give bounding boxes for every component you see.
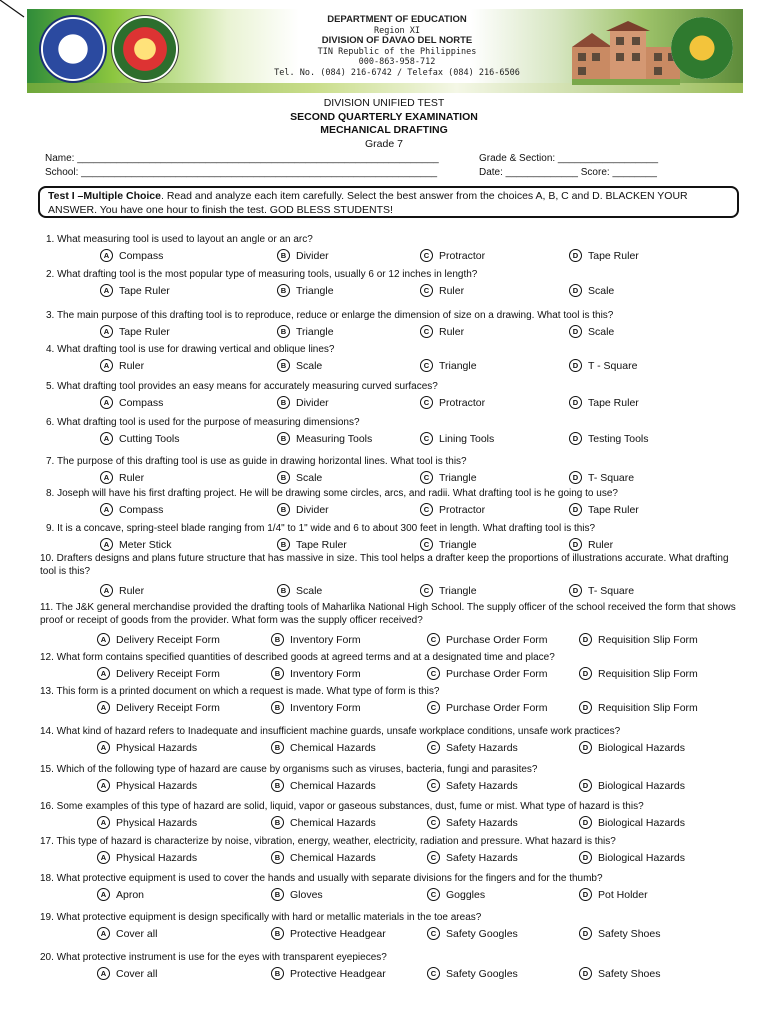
answer-bubble-icon[interactable]: D xyxy=(579,633,592,646)
answer-bubble-icon[interactable]: B xyxy=(271,741,284,754)
answer-bubble-icon[interactable]: A xyxy=(97,967,110,980)
answer-bubble-icon[interactable]: B xyxy=(271,667,284,680)
school-building-icon xyxy=(572,21,680,85)
question-5-choice-a[interactable] xyxy=(100,396,163,409)
choice-label: Divider xyxy=(296,396,329,409)
question-20-choice-c[interactable] xyxy=(427,967,518,980)
title-exam: SECOND QUARTERLY EXAMINATION xyxy=(290,110,478,123)
question-5-choice-b[interactable] xyxy=(277,396,329,409)
choice-label: Tape Ruler xyxy=(119,325,170,338)
question-16-choice-c[interactable] xyxy=(427,816,518,829)
question-7-choice-c[interactable] xyxy=(420,471,477,484)
question-11-choice-d[interactable] xyxy=(579,633,698,646)
answer-bubble-icon[interactable]: D xyxy=(569,249,582,262)
answer-bubble-icon[interactable]: C xyxy=(420,359,433,372)
question-18-choice-d[interactable] xyxy=(579,888,648,901)
school-seal-icon xyxy=(671,17,733,79)
answer-bubble-icon[interactable]: C xyxy=(427,741,440,754)
answer-bubble-icon[interactable]: D xyxy=(569,538,582,551)
question-17-choice-d[interactable] xyxy=(579,851,685,864)
question-10-choice-a[interactable] xyxy=(100,584,144,597)
answer-bubble-icon[interactable]: D xyxy=(579,927,592,940)
question-3-choice-a[interactable] xyxy=(100,325,170,338)
answer-bubble-icon[interactable]: B xyxy=(277,284,290,297)
choice-label: Gloves xyxy=(290,888,323,901)
choice-label: Safety Shoes xyxy=(598,967,661,980)
choice-label: Chemical Hazards xyxy=(290,851,376,864)
choice-label: Scale xyxy=(588,325,615,338)
choice-label: Biological Hazards xyxy=(598,851,685,864)
answer-bubble-icon[interactable]: A xyxy=(100,471,113,484)
answer-bubble-icon[interactable]: C xyxy=(420,396,433,409)
choice-label: Pot Holder xyxy=(598,888,648,901)
answer-bubble-icon[interactable]: D xyxy=(579,779,592,792)
answer-bubble-icon[interactable]: C xyxy=(427,779,440,792)
answer-bubble-icon[interactable]: D xyxy=(579,851,592,864)
question-9-choice-d[interactable] xyxy=(569,538,613,551)
question-8-choice-b[interactable] xyxy=(277,503,329,516)
choice-label: Safety Shoes xyxy=(598,927,661,940)
question-3-choice-d[interactable] xyxy=(569,325,614,338)
answer-bubble-icon[interactable]: B xyxy=(277,538,290,551)
question-15-choice-d[interactable] xyxy=(579,779,685,792)
question-20-choice-d[interactable] xyxy=(579,967,660,980)
header-banner xyxy=(27,9,743,93)
question-3-choice-b[interactable] xyxy=(277,325,334,338)
question-8: 8. Joseph will have his first drafting project. He will be drawing some circles, arcs, and radii. What drafting tool is he going to use? xyxy=(46,488,618,499)
choice-label: Scale xyxy=(296,471,323,484)
answer-bubble-icon[interactable]: A xyxy=(100,538,113,551)
choice-label: Inventory Form xyxy=(290,701,361,714)
question-7-choice-a[interactable] xyxy=(100,471,144,484)
answer-bubble-icon[interactable]: D xyxy=(579,701,592,714)
question-6-choice-d[interactable] xyxy=(569,432,649,445)
choice-label: Triangle xyxy=(439,359,477,372)
answer-bubble-icon[interactable]: A xyxy=(100,325,113,338)
question-1-choice-c[interactable] xyxy=(420,249,485,262)
question-9-choice-b[interactable] xyxy=(277,538,347,551)
choice-label: Compass xyxy=(119,503,164,516)
answer-bubble-icon[interactable]: B xyxy=(277,325,290,338)
answer-bubble-icon[interactable]: B xyxy=(277,503,290,516)
answer-bubble-icon[interactable]: C xyxy=(427,967,440,980)
question-10-choice-c[interactable] xyxy=(420,584,477,597)
header-department: DEPARTMENT OF EDUCATION xyxy=(327,14,467,25)
question-8-choice-d[interactable] xyxy=(569,503,639,516)
answer-bubble-icon[interactable]: A xyxy=(97,633,110,646)
name-field[interactable]: Name: _________________________________________________________________ xyxy=(45,153,439,164)
answer-bubble-icon[interactable]: A xyxy=(97,888,110,901)
choice-label: Tape Ruler xyxy=(296,538,347,551)
answer-bubble-icon[interactable]: D xyxy=(569,432,582,445)
question-5: 5. What drafting tool provides an easy means for accurately measuring curved surfaces? xyxy=(46,381,438,392)
question-4-choice-a[interactable] xyxy=(100,359,144,372)
answer-bubble-icon[interactable]: A xyxy=(97,779,110,792)
answer-bubble-icon[interactable]: B xyxy=(277,249,290,262)
answer-bubble-icon[interactable]: B xyxy=(271,633,284,646)
question-17-choice-b[interactable] xyxy=(271,851,376,864)
answer-bubble-icon[interactable]: D xyxy=(569,359,582,372)
question-12-choice-d[interactable] xyxy=(579,667,698,680)
question-9: 9. It is a concave, spring-steel blade ranging from 1/4" to 1" wide and 6 to about 300 feet in length. What drafting tool is this? xyxy=(46,523,596,534)
question-2-choice-d[interactable] xyxy=(569,284,614,297)
instructions-heading: Test I –Multiple Choice xyxy=(48,190,161,202)
choice-label: Delivery Receipt Form xyxy=(116,633,220,646)
choice-label: Inventory Form xyxy=(290,667,361,680)
choice-label: T - Square xyxy=(588,359,638,372)
question-2-choice-b[interactable] xyxy=(277,284,334,297)
choice-label: Requisition Slip Form xyxy=(598,667,698,680)
choice-label: Chemical Hazards xyxy=(290,816,376,829)
answer-bubble-icon[interactable]: D xyxy=(569,396,582,409)
answer-bubble-icon[interactable]: A xyxy=(100,284,113,297)
date-score-field[interactable]: Date: _____________ Score: ________ xyxy=(479,167,657,178)
title-subject: MECHANICAL DRAFTING xyxy=(320,124,448,136)
question-1-choice-d[interactable] xyxy=(569,249,639,262)
answer-bubble-icon[interactable]: D xyxy=(579,741,592,754)
choice-label: Compass xyxy=(119,396,164,409)
question-15-choice-a[interactable] xyxy=(97,779,197,792)
question-9-choice-a[interactable] xyxy=(100,538,172,551)
answer-bubble-icon[interactable]: C xyxy=(420,471,433,484)
answer-bubble-icon[interactable]: B xyxy=(271,779,284,792)
choice-label: Chemical Hazards xyxy=(290,741,376,754)
question-16-choice-a[interactable] xyxy=(97,816,197,829)
answer-bubble-icon[interactable]: C xyxy=(427,851,440,864)
answer-bubble-icon[interactable]: C xyxy=(427,667,440,680)
instructions-text: . Read and analyze each item carefully. Select the best answer from the choices A, B, C and D. BLACKEN YOUR ANSWER. You have one hour to finish the test. GOD BLESS STUDENTS! xyxy=(48,190,688,216)
choice-label: Goggles xyxy=(446,888,486,901)
answer-bubble-icon[interactable]: C xyxy=(420,584,433,597)
question-7-choice-b[interactable] xyxy=(277,471,322,484)
question-10-choice-b[interactable] xyxy=(277,584,322,597)
answer-bubble-icon[interactable]: C xyxy=(427,633,440,646)
answer-bubble-icon[interactable]: A xyxy=(97,816,110,829)
choice-label: Protractor xyxy=(439,396,486,409)
choice-label: Purchase Order Form xyxy=(446,667,548,680)
choice-label: Protractor xyxy=(439,503,486,516)
question-11-choice-a[interactable] xyxy=(97,633,220,646)
question-20-choice-b[interactable] xyxy=(271,967,386,980)
question-16: 16. Some examples of this type of hazard are solid, liquid, vapor or gaseous substances, dust, fume or mist. What type of hazard is this? xyxy=(40,801,644,812)
question-12-choice-b[interactable] xyxy=(271,667,361,680)
choice-label: Physical Hazards xyxy=(116,779,198,792)
answer-bubble-icon[interactable]: B xyxy=(277,396,290,409)
answer-bubble-icon[interactable]: B xyxy=(271,816,284,829)
choice-label: T- Square xyxy=(588,471,635,484)
choice-label: Purchase Order Form xyxy=(446,701,548,714)
choice-label: Tape Ruler xyxy=(588,249,639,262)
answer-bubble-icon[interactable]: D xyxy=(579,967,592,980)
answer-bubble-icon[interactable]: C xyxy=(420,538,433,551)
question-15-choice-c[interactable] xyxy=(427,779,518,792)
choice-label: Requisition Slip Form xyxy=(598,633,698,646)
choice-label: Apron xyxy=(116,888,145,901)
choice-label: Divider xyxy=(296,503,329,516)
question-7: 7. The purpose of this drafting tool is use as guide in drawing horizontal lines. What tool is this? xyxy=(46,456,467,467)
choice-label: Purchase Order Form xyxy=(446,633,548,646)
choice-label: Safety Hazards xyxy=(446,816,518,829)
choice-label: Ruler xyxy=(439,284,465,297)
answer-bubble-icon[interactable]: C xyxy=(427,927,440,940)
answer-bubble-icon[interactable]: B xyxy=(277,432,290,445)
choice-label: Cover all xyxy=(116,967,158,980)
question-19-choice-d[interactable] xyxy=(579,927,660,940)
question-15-choice-b[interactable] xyxy=(271,779,376,792)
question-17: 17. This type of hazard is characterize by noise, vibration, energy, weather, electricity, radiation and pressure. What hazard is this? xyxy=(40,836,616,847)
question-2-choice-a[interactable] xyxy=(100,284,170,297)
choice-label: Protective Headgear xyxy=(290,967,386,980)
question-13: 13. This form is a printed document on which a request is made. What type of form is this? xyxy=(40,686,440,697)
choice-label: Safety Googles xyxy=(446,927,518,940)
choice-label: Tape Ruler xyxy=(588,396,639,409)
question-12-choice-c[interactable] xyxy=(427,667,548,680)
question-19-choice-b[interactable] xyxy=(271,927,386,940)
choice-label: Triangle xyxy=(296,325,334,338)
answer-bubble-icon[interactable]: B xyxy=(271,701,284,714)
choice-label: Protective Headgear xyxy=(290,927,386,940)
answer-bubble-icon[interactable]: A xyxy=(100,584,113,597)
choice-label: Delivery Receipt Form xyxy=(116,701,220,714)
answer-bubble-icon[interactable]: C xyxy=(420,284,433,297)
question-10: 10. Drafters designs and plans future structure that has massive in size. This tool helps a drafter keep the proportions of illustrations accurate. What drafting tool is this? xyxy=(40,553,729,577)
answer-bubble-icon[interactable]: B xyxy=(271,927,284,940)
choice-label: Compass xyxy=(119,249,164,262)
answer-bubble-icon[interactable]: D xyxy=(579,888,592,901)
question-11: 11. The J&K general merchandise provided the drafting tools of Maharlika National High School. The supply officer of the school received the form that shows proof or receipt of goods from the provider. What form was the supply officer received? xyxy=(40,602,736,626)
question-8-choice-a[interactable] xyxy=(100,503,163,516)
answer-bubble-icon[interactable]: B xyxy=(277,359,290,372)
choice-label: Ruler xyxy=(119,584,145,597)
title-test-name: DIVISION UNIFIED TEST xyxy=(323,97,445,109)
choice-label: Ruler xyxy=(119,471,145,484)
question-3: 3. The main purpose of this drafting tool is to reproduce, reduce or enlarge the dimension of size on a drawing. What tool is this? xyxy=(46,310,614,321)
question-20-choice-a[interactable] xyxy=(97,967,157,980)
choice-label: Physical Hazards xyxy=(116,816,198,829)
question-14-choice-d[interactable] xyxy=(579,741,685,754)
answer-bubble-icon[interactable]: A xyxy=(97,667,110,680)
question-6-choice-c[interactable] xyxy=(420,432,494,445)
question-19-choice-c[interactable] xyxy=(427,927,518,940)
question-1: 1. What measuring tool is used to layout an angle or an arc? xyxy=(46,234,313,245)
question-12: 12. What form contains specified quantities of described goods at agreed terms and at a designated time and place? xyxy=(40,652,555,663)
choice-label: Biological Hazards xyxy=(598,779,685,792)
answer-bubble-icon[interactable]: B xyxy=(277,471,290,484)
choice-label: Safety Hazards xyxy=(446,741,518,754)
choice-label: Physical Hazards xyxy=(116,851,198,864)
answer-bubble-icon[interactable]: C xyxy=(427,701,440,714)
answer-bubble-icon[interactable]: A xyxy=(97,927,110,940)
header-telephone: Tel. No. (084) 216-6742 / Telefax (084) 216-6506 xyxy=(274,67,520,78)
question-4-choice-c[interactable] xyxy=(420,359,477,372)
question-4: 4. What drafting tool is use for drawing vertical and oblique lines? xyxy=(46,344,335,355)
choice-label: Safety Googles xyxy=(446,967,518,980)
choice-label: Scale xyxy=(296,584,323,597)
choice-label: Protractor xyxy=(439,249,486,262)
question-11-choice-c[interactable] xyxy=(427,633,548,646)
question-14-choice-c[interactable] xyxy=(427,741,518,754)
choice-label: Safety Hazards xyxy=(446,779,518,792)
choice-label: Biological Hazards xyxy=(598,816,685,829)
choice-label: Ruler xyxy=(439,325,465,338)
choice-label: T- Square xyxy=(588,584,635,597)
answer-bubble-icon[interactable]: B xyxy=(277,584,290,597)
answer-bubble-icon[interactable]: C xyxy=(420,432,433,445)
question-13-choice-a[interactable] xyxy=(97,701,220,714)
question-16-choice-b[interactable] xyxy=(271,816,376,829)
question-13-choice-b[interactable] xyxy=(271,701,361,714)
choice-label: Ruler xyxy=(588,538,614,551)
answer-bubble-icon[interactable]: B xyxy=(271,888,284,901)
question-12-choice-a[interactable] xyxy=(97,667,220,680)
header-region: Region XI xyxy=(373,25,421,36)
answer-bubble-icon[interactable]: A xyxy=(100,503,113,516)
deped-seal-icon xyxy=(39,15,107,83)
question-1-choice-b[interactable] xyxy=(277,249,329,262)
question-5-choice-c[interactable] xyxy=(420,396,485,409)
choice-label: Testing Tools xyxy=(588,432,649,445)
question-9-choice-c[interactable] xyxy=(420,538,477,551)
title-grade: Grade 7 xyxy=(365,137,403,150)
choice-label: Delivery Receipt Form xyxy=(116,667,220,680)
choice-label: Triangle xyxy=(439,471,477,484)
choice-label: Scale xyxy=(296,359,323,372)
choice-label: Biological Hazards xyxy=(598,741,685,754)
header-text xyxy=(257,15,537,78)
question-6-choice-a[interactable] xyxy=(100,432,180,445)
choice-label: Safety Hazards xyxy=(446,851,518,864)
header-tin: TIN Republic of the Philippines xyxy=(317,46,477,57)
question-14: 14. What kind of hazard refers to Inadequate and insufficient machine guards, unsafe workplace conditions, unsafe work practices? xyxy=(40,726,621,737)
question-7-choice-d[interactable] xyxy=(569,471,634,484)
grade-section-field[interactable]: Grade & Section: __________________ xyxy=(479,153,659,164)
question-4-choice-d[interactable] xyxy=(569,359,637,372)
choice-label: Measuring Tools xyxy=(296,432,373,445)
answer-bubble-icon[interactable]: D xyxy=(569,584,582,597)
question-11-choice-b[interactable] xyxy=(271,633,361,646)
question-2-choice-c[interactable] xyxy=(420,284,464,297)
question-10-choice-d[interactable] xyxy=(569,584,634,597)
choice-label: Tape Ruler xyxy=(588,503,639,516)
question-13-choice-c[interactable] xyxy=(427,701,548,714)
question-19-choice-a[interactable] xyxy=(97,927,157,940)
question-1-choice-a[interactable] xyxy=(100,249,163,262)
answer-bubble-icon[interactable]: D xyxy=(569,325,582,338)
answer-bubble-icon[interactable]: B xyxy=(271,851,284,864)
answer-bubble-icon[interactable]: C xyxy=(420,325,433,338)
division-seal-icon xyxy=(111,15,179,83)
question-5-choice-d[interactable] xyxy=(569,396,639,409)
question-18-choice-b[interactable] xyxy=(271,888,323,901)
choice-label: Requisition Slip Form xyxy=(598,701,698,714)
instructions-box xyxy=(38,186,739,218)
question-17-choice-a[interactable] xyxy=(97,851,197,864)
choice-label: Triangle xyxy=(439,584,477,597)
question-17-choice-c[interactable] xyxy=(427,851,518,864)
choice-label: Triangle xyxy=(296,284,334,297)
choice-label: Ruler xyxy=(119,359,145,372)
answer-bubble-icon[interactable]: A xyxy=(97,851,110,864)
question-14-choice-b[interactable] xyxy=(271,741,376,754)
question-13-choice-d[interactable] xyxy=(579,701,698,714)
school-field[interactable]: School: ________________________________________________________________ xyxy=(45,167,438,178)
question-20: 20. What protective instrument is use for the eyes with transparent eyepieces? xyxy=(40,952,387,963)
choice-label: Tape Ruler xyxy=(119,284,170,297)
exam-titles xyxy=(0,97,768,151)
question-18: 18. What protective equipment is used to cover the hands and usually with separate divisions for the fingers and for the thumb? xyxy=(40,873,603,884)
question-15: 15. Which of the following type of hazard are cause by organisms such as viruses, bacteria, fungi and parasites? xyxy=(40,764,538,775)
question-6-choice-b[interactable] xyxy=(277,432,372,445)
choice-label: Cover all xyxy=(116,927,158,940)
answer-bubble-icon[interactable]: A xyxy=(100,396,113,409)
answer-bubble-icon[interactable]: B xyxy=(271,967,284,980)
answer-bubble-icon[interactable]: A xyxy=(97,741,110,754)
question-18-choice-a[interactable] xyxy=(97,888,144,901)
question-16-choice-d[interactable] xyxy=(579,816,685,829)
choice-label: Triangle xyxy=(439,538,477,551)
question-18-choice-c[interactable] xyxy=(427,888,485,901)
answer-bubble-icon[interactable]: A xyxy=(100,249,113,262)
question-4-choice-b[interactable] xyxy=(277,359,322,372)
answer-bubble-icon[interactable]: A xyxy=(100,432,113,445)
answer-bubble-icon[interactable]: A xyxy=(100,359,113,372)
choice-label: Physical Hazards xyxy=(116,741,198,754)
question-19: 19. What protective equipment is design specifically with hard or metallic materials in the toe areas? xyxy=(40,912,482,923)
answer-bubble-icon[interactable]: C xyxy=(427,888,440,901)
question-6: 6. What drafting tool is used for the purpose of measuring dimensions? xyxy=(46,417,360,428)
choice-label: Scale xyxy=(588,284,615,297)
answer-bubble-icon[interactable]: D xyxy=(579,667,592,680)
answer-bubble-icon[interactable]: D xyxy=(569,471,582,484)
header-division: DIVISION OF DAVAO DEL NORTE xyxy=(321,35,473,46)
question-3-choice-c[interactable] xyxy=(420,325,464,338)
choice-label: Chemical Hazards xyxy=(290,779,376,792)
header-tin-number: 000-863-958-712 xyxy=(358,57,436,67)
answer-bubble-icon[interactable]: C xyxy=(420,249,433,262)
choice-label: Lining Tools xyxy=(439,432,495,445)
answer-bubble-icon[interactable]: D xyxy=(569,284,582,297)
question-14-choice-a[interactable] xyxy=(97,741,197,754)
answer-bubble-icon[interactable]: C xyxy=(427,816,440,829)
choice-label: Meter Stick xyxy=(119,538,172,551)
answer-bubble-icon[interactable]: D xyxy=(569,503,582,516)
answer-bubble-icon[interactable]: A xyxy=(97,701,110,714)
choice-label: Cutting Tools xyxy=(119,432,180,445)
choice-label: Inventory Form xyxy=(290,633,361,646)
question-8-choice-c[interactable] xyxy=(420,503,485,516)
choice-label: Divider xyxy=(296,249,329,262)
question-2: 2. What drafting tool is the most popular type of measuring tools, usually 6 or 12 inches in length? xyxy=(46,269,478,280)
answer-bubble-icon[interactable]: C xyxy=(420,503,433,516)
answer-bubble-icon[interactable]: D xyxy=(579,816,592,829)
